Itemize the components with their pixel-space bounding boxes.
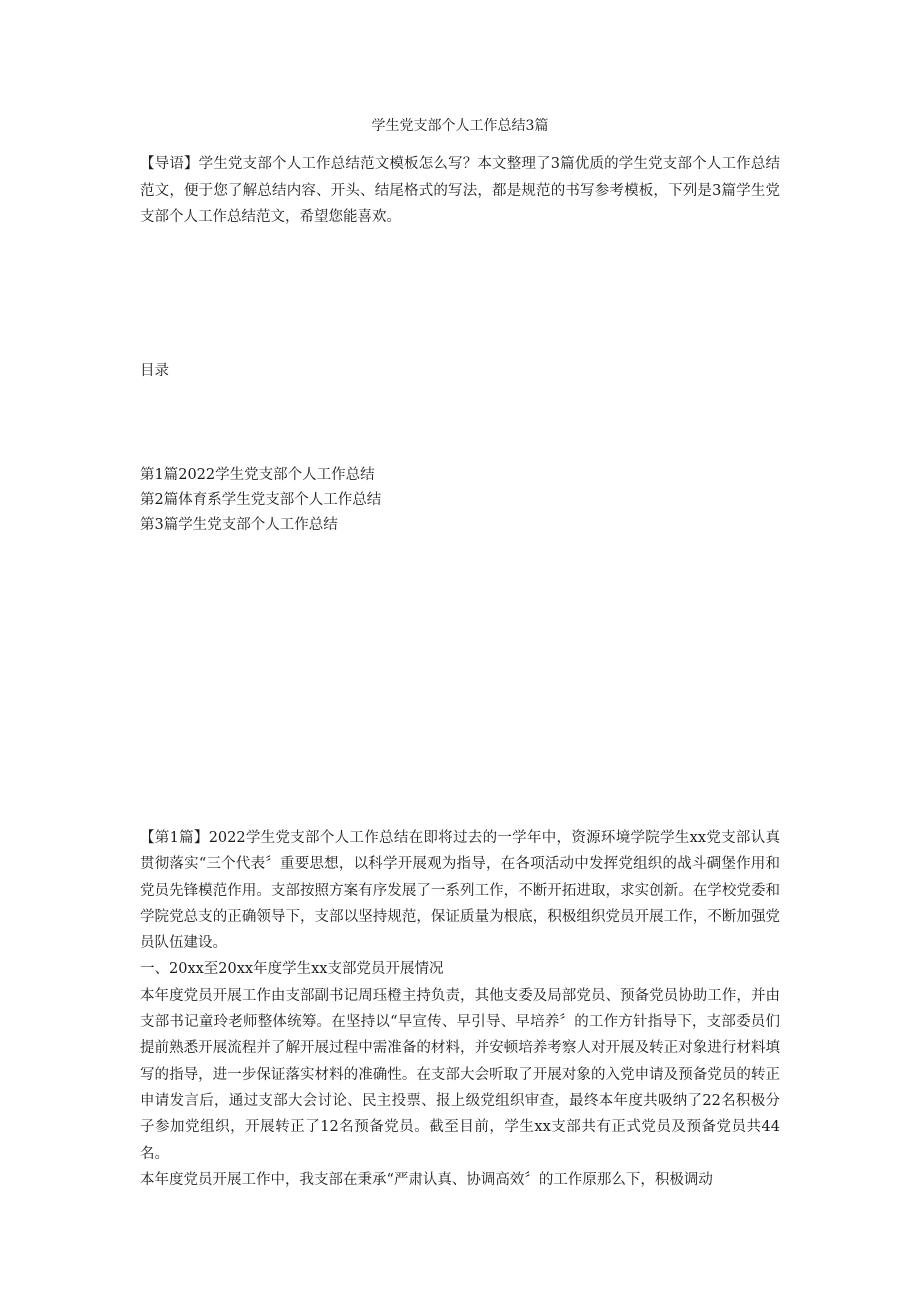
toc-item-3[interactable]: 第3篇学生党支部个人工作总结 (140, 517, 338, 533)
document-title: 学生党支部个人工作总结3篇 (371, 118, 549, 134)
section-heading: 一、20xx至20xx年度学生xx支部党员开展情况 (140, 961, 444, 978)
toc-heading: 目录 (140, 363, 169, 379)
article-body (140, 825, 780, 1193)
table-of-contents (140, 463, 780, 538)
body-paragraph: 本年度党员开展工作中，我支部在秉承“严肃认真、协调高效〞的工作原那么下，积极调动 (140, 1171, 713, 1188)
body-paragraph: 【第1篇】2022学生党支部个人工作总结在即将过去的一学年中，资源环境学院学生xx党支部认真贯彻落实“三个代表〞重要思想，以科学开展观为指导，在各项活动中发挥党组织的战斗碉堡作用和党员先锋模范作用。支部按照方案有序发展了一系列工作，不断开拓进取，求实创新。在学校党委和学院党总支的正确领导下，支部以坚持规范，保证质量为根底，积极组织党员开展工作，不断加强党员队伍建设。 (140, 830, 780, 952)
intro-paragraph: 【导语】学生党支部个人工作总结范文模板怎么写？本文整理了3篇优质的学生党支部个人工作总结范文，便于您了解总结内容、开头、结尾格式的写法，都是规范的书写参考模板，下列是3篇学生党支部个人工作总结范文，希望您能喜欢。 (140, 156, 780, 225)
toc-item-2[interactable]: 第2篇体育系学生党支部个人工作总结 (140, 492, 382, 508)
body-paragraph: 本年度党员开展工作由支部副书记周珏橙主持负责，其他支委及局部党员、预备党员协助工作，并由支部书记童玲老师整体统筹。在坚持以“早宣传、早引导、早培养〞的工作方针指导下，支部委员们提前熟悉开展流程并了解开展过程中需准备的材料，并安顿培养考察人对开展及转正对象进行材料填写的指导，进一步保证落实材料的准确性。在支部大会听取了开展对象的入党申请及预备党员的转正申请发言后，通过支部大会讨论、民主投票、报上级党组织审查，最终本年度共吸纳了22名积极分子参加党组织，开展转正了12名预备党员。截至目前，学生xx支部共有正式党员及预备党员共44名。 (140, 987, 780, 1162)
toc-item-1[interactable]: 第1篇2022学生党支部个人工作总结 (140, 467, 375, 483)
